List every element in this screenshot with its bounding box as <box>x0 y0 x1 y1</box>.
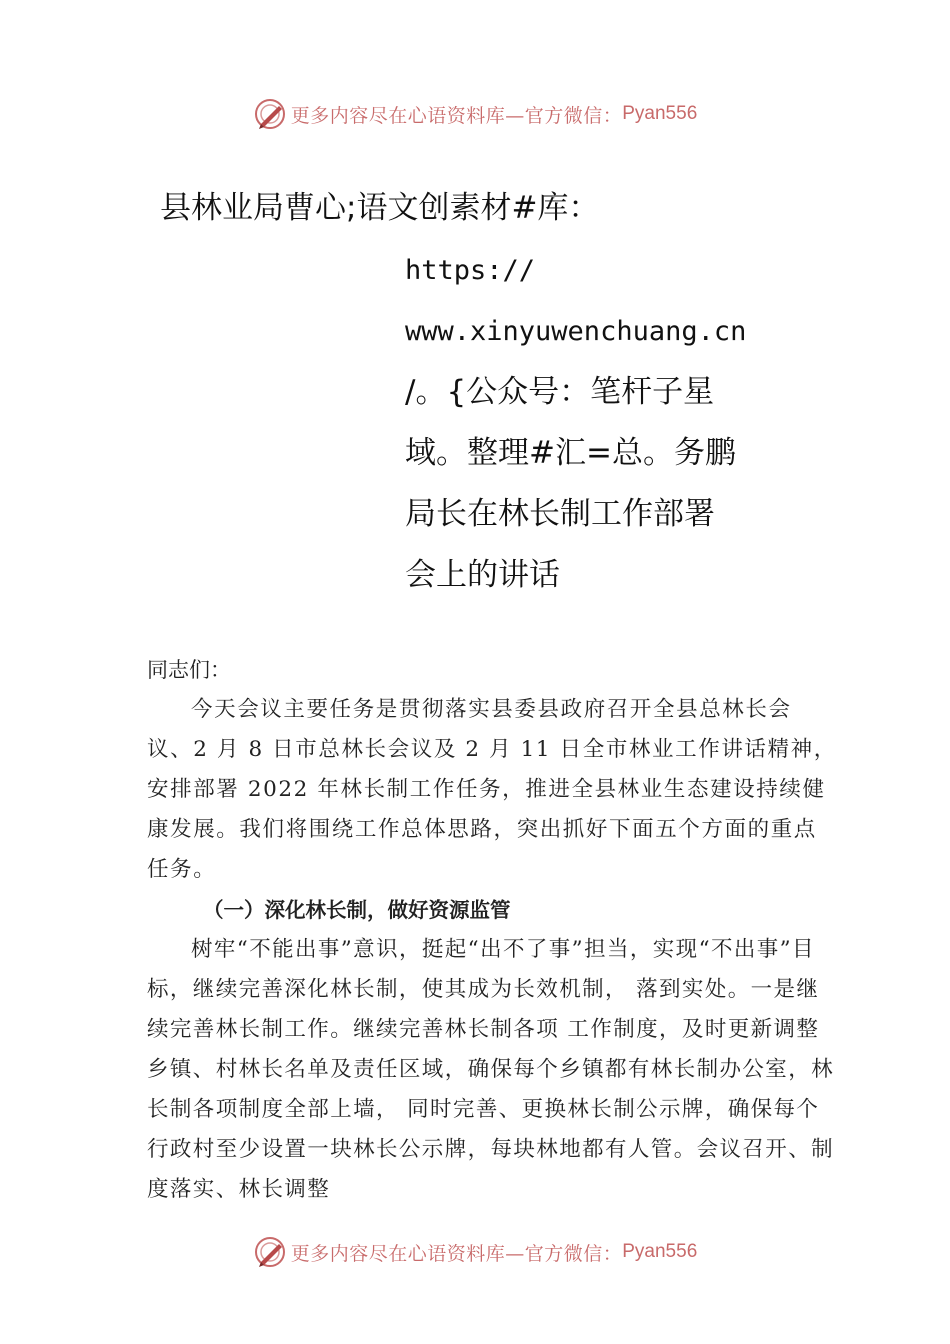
title-url-part1: https:// <box>405 255 536 286</box>
title-line7: 会上的讲话 <box>405 557 560 593</box>
title-line5: 域。整理#汇=总。务鹏 <box>405 435 736 471</box>
watermark-wechat-id: Pyan556 <box>622 1241 698 1262</box>
pen-logo-icon <box>253 97 287 131</box>
greeting: 同志们： <box>147 658 231 682</box>
watermark-banner-top <box>0 92 950 136</box>
title-line4: /。{公众号：笔杆子星 <box>405 374 715 410</box>
paragraph-2: 树牢“不能出事”意识，挺起“出不了事”担当，实现“不出事”目标，继续完善深化林长制，使其成为长效机制， 落到实处。一是继续完善林长制工作。继续完善林长制各项 工作制度，及时更新调整乡镇、村林长名单及责任区域，确保每个乡镇都有林长制办公室，林长制各项制度全部上墙， 同时完善、更换林长制公示牌，确保每个行政村至少设置一块林长公示牌，每块林地都有人管。会议召开、制度落实、林长调整 <box>147 937 835 1202</box>
watermark-text: 更多内容尽在心语资料库—官方微信： <box>290 104 623 127</box>
title-line6: 局长在林长制工作部署 <box>405 496 715 532</box>
watermark-text: 更多内容尽在心语资料库—官方微信： <box>290 1242 623 1265</box>
section-heading-1: （一）深化林长制，做好资源监管 <box>203 898 511 922</box>
title-url-part2: www.xinyuwenchuang.cn <box>405 316 747 347</box>
document-title-block <box>405 240 785 606</box>
watermark-wechat-id: Pyan556 <box>622 103 698 124</box>
pen-logo-icon <box>253 1235 287 1269</box>
paragraph-1: 今天会议主要任务是贯彻落实县委县政府召开全县总林长会议、2 月 8 日市总林长会议及 2 月 11 日全市林业工作讲话精神，安排部署 2022 年林长制工作任务，推进全县林业生态建设持续健康发展。我们将围绕工作总体思路，突出抓好下面五个方面的重点任务。 <box>147 697 837 882</box>
document-body <box>147 650 837 1210</box>
watermark-banner-bottom <box>0 1230 950 1274</box>
document-title-line1: 县林业局曹心;语文创素材#库： <box>160 190 600 226</box>
